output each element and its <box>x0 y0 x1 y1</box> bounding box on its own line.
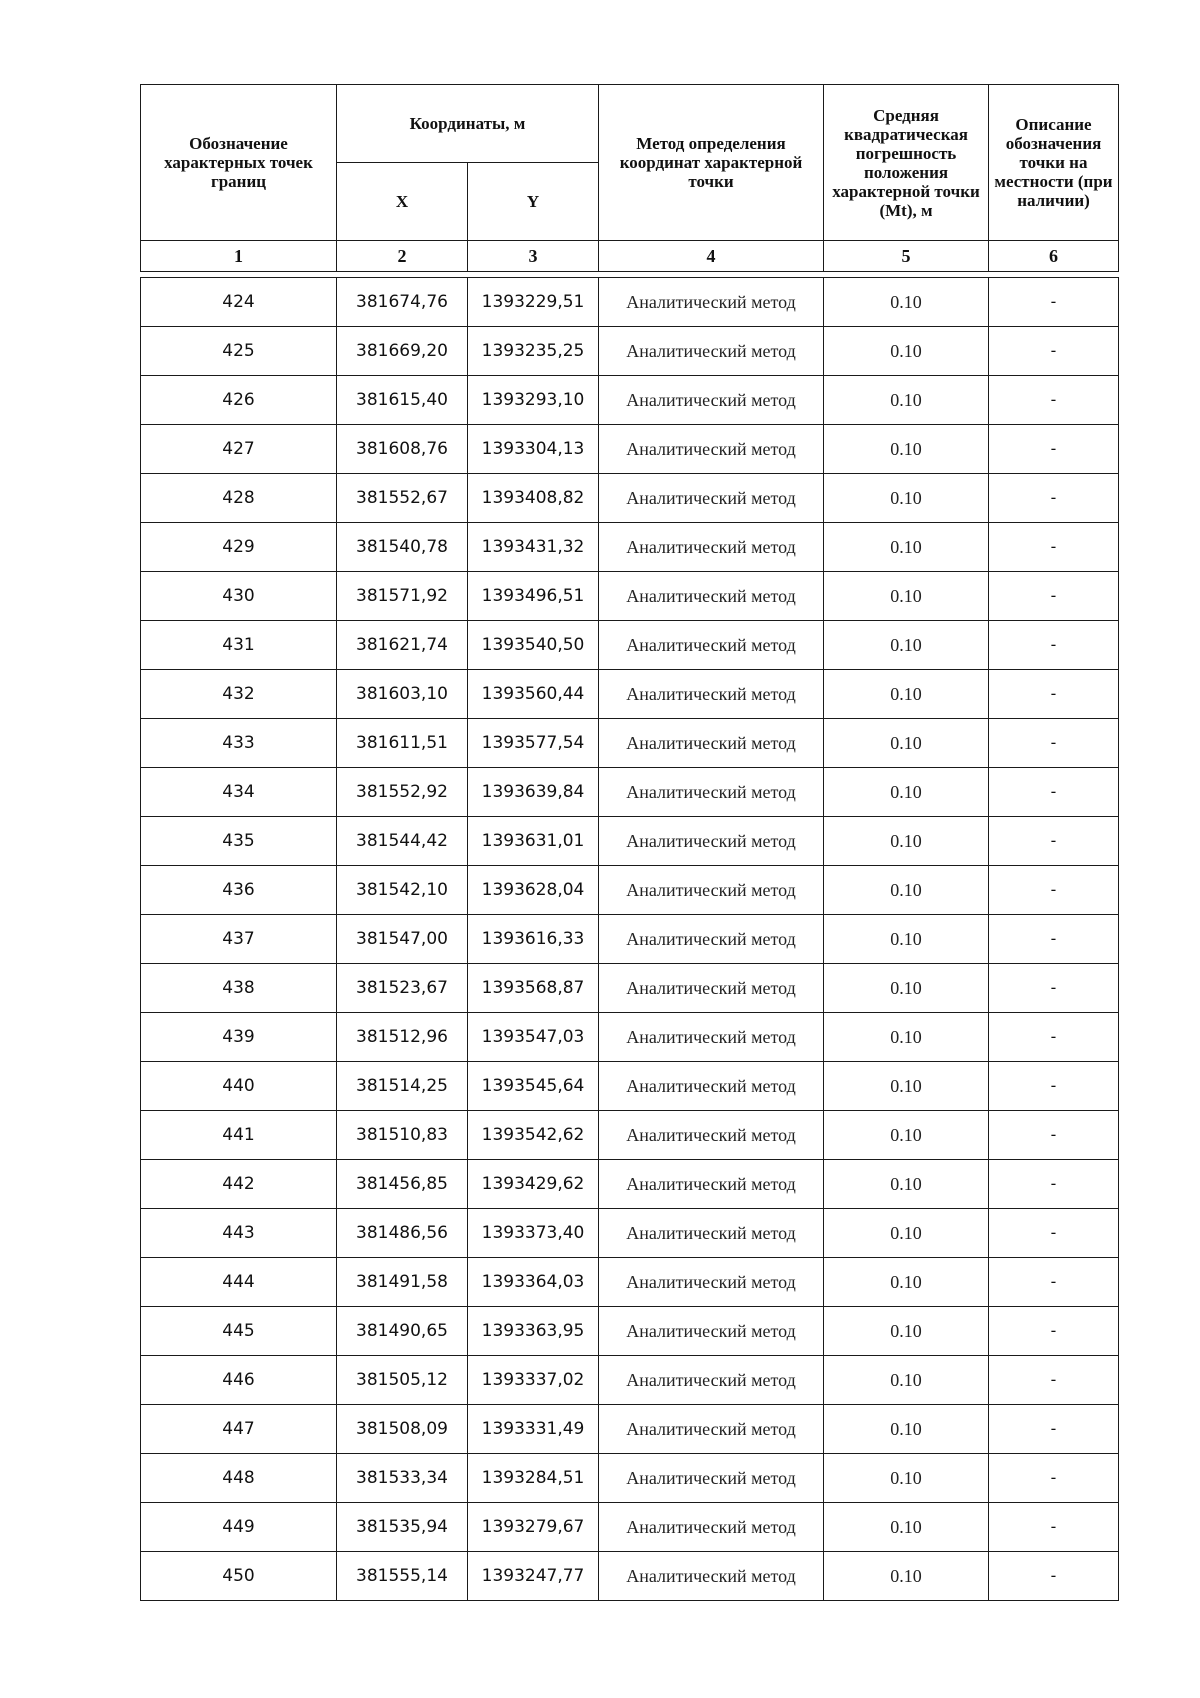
x-coordinate-cell: 381523,67 <box>337 964 468 1013</box>
point-id-cell: 438 <box>141 964 337 1013</box>
method-cell: Аналитический метод <box>599 1258 824 1307</box>
method-cell: Аналитический метод <box>599 572 824 621</box>
point-id-cell: 425 <box>141 327 337 376</box>
error-cell: 0.10 <box>824 1503 989 1552</box>
y-coordinate-cell: 1393628,04 <box>468 866 599 915</box>
table-row <box>141 670 1119 719</box>
description-cell: - <box>989 1062 1119 1111</box>
table-row <box>141 817 1119 866</box>
table-row <box>141 376 1119 425</box>
header-designation: Обозначение характерных точек границ <box>141 85 337 241</box>
x-coordinate-cell: 381533,34 <box>337 1454 468 1503</box>
y-coordinate-cell: 1393540,50 <box>468 621 599 670</box>
error-cell: 0.10 <box>824 523 989 572</box>
x-coordinate-cell: 381540,78 <box>337 523 468 572</box>
table-row <box>141 1258 1119 1307</box>
x-coordinate-cell: 381490,65 <box>337 1307 468 1356</box>
description-cell: - <box>989 1454 1119 1503</box>
table-row <box>141 719 1119 768</box>
x-coordinate-cell: 381552,67 <box>337 474 468 523</box>
y-coordinate-cell: 1393408,82 <box>468 474 599 523</box>
description-cell: - <box>989 1111 1119 1160</box>
y-coordinate-cell: 1393631,01 <box>468 817 599 866</box>
table-row <box>141 1209 1119 1258</box>
error-cell: 0.10 <box>824 1209 989 1258</box>
error-cell: 0.10 <box>824 1111 989 1160</box>
column-number: 2 <box>337 241 468 272</box>
table-row <box>141 278 1119 327</box>
description-cell: - <box>989 670 1119 719</box>
y-coordinate-cell: 1393337,02 <box>468 1356 599 1405</box>
table-row <box>141 474 1119 523</box>
error-cell: 0.10 <box>824 915 989 964</box>
x-coordinate-cell: 381491,58 <box>337 1258 468 1307</box>
description-cell: - <box>989 1013 1119 1062</box>
x-coordinate-cell: 381611,51 <box>337 719 468 768</box>
method-cell: Аналитический метод <box>599 1405 824 1454</box>
y-coordinate-cell: 1393560,44 <box>468 670 599 719</box>
point-id-cell: 441 <box>141 1111 337 1160</box>
error-cell: 0.10 <box>824 670 989 719</box>
x-coordinate-cell: 381615,40 <box>337 376 468 425</box>
method-cell: Аналитический метод <box>599 1552 824 1601</box>
table-row <box>141 327 1119 376</box>
description-cell: - <box>989 1160 1119 1209</box>
x-coordinate-cell: 381674,76 <box>337 278 468 327</box>
method-cell: Аналитический метод <box>599 866 824 915</box>
error-cell: 0.10 <box>824 1307 989 1356</box>
point-id-cell: 449 <box>141 1503 337 1552</box>
error-cell: 0.10 <box>824 376 989 425</box>
point-id-cell: 428 <box>141 474 337 523</box>
header-x: X <box>337 163 468 241</box>
error-cell: 0.10 <box>824 1258 989 1307</box>
error-cell: 0.10 <box>824 1356 989 1405</box>
y-coordinate-cell: 1393279,67 <box>468 1503 599 1552</box>
error-cell: 0.10 <box>824 866 989 915</box>
method-cell: Аналитический метод <box>599 621 824 670</box>
method-cell: Аналитический метод <box>599 915 824 964</box>
description-cell: - <box>989 1258 1119 1307</box>
table-row <box>141 1062 1119 1111</box>
method-cell: Аналитический метод <box>599 278 824 327</box>
x-coordinate-cell: 381535,94 <box>337 1503 468 1552</box>
point-id-cell: 440 <box>141 1062 337 1111</box>
x-coordinate-cell: 381512,96 <box>337 1013 468 1062</box>
method-cell: Аналитический метод <box>599 1111 824 1160</box>
x-coordinate-cell: 381456,85 <box>337 1160 468 1209</box>
y-coordinate-cell: 1393373,40 <box>468 1209 599 1258</box>
x-coordinate-cell: 381514,25 <box>337 1062 468 1111</box>
error-cell: 0.10 <box>824 1454 989 1503</box>
table-row <box>141 1454 1119 1503</box>
x-coordinate-cell: 381544,42 <box>337 817 468 866</box>
point-id-cell: 439 <box>141 1013 337 1062</box>
table-row <box>141 1552 1119 1601</box>
table-row <box>141 964 1119 1013</box>
error-cell: 0.10 <box>824 474 989 523</box>
description-cell: - <box>989 1503 1119 1552</box>
point-id-cell: 427 <box>141 425 337 474</box>
method-cell: Аналитический метод <box>599 1013 824 1062</box>
point-id-cell: 431 <box>141 621 337 670</box>
y-coordinate-cell: 1393547,03 <box>468 1013 599 1062</box>
x-coordinate-cell: 381508,09 <box>337 1405 468 1454</box>
y-coordinate-cell: 1393235,25 <box>468 327 599 376</box>
description-cell: - <box>989 915 1119 964</box>
x-coordinate-cell: 381555,14 <box>337 1552 468 1601</box>
x-coordinate-cell: 381608,76 <box>337 425 468 474</box>
description-cell: - <box>989 621 1119 670</box>
method-cell: Аналитический метод <box>599 670 824 719</box>
table-row <box>141 1405 1119 1454</box>
table-row <box>141 572 1119 621</box>
table-row <box>141 768 1119 817</box>
coordinates-table-body <box>140 277 1119 1601</box>
error-cell: 0.10 <box>824 572 989 621</box>
y-coordinate-cell: 1393331,49 <box>468 1405 599 1454</box>
point-id-cell: 445 <box>141 1307 337 1356</box>
x-coordinate-cell: 381669,20 <box>337 327 468 376</box>
error-cell: 0.10 <box>824 817 989 866</box>
point-id-cell: 426 <box>141 376 337 425</box>
method-cell: Аналитический метод <box>599 425 824 474</box>
y-coordinate-cell: 1393496,51 <box>468 572 599 621</box>
point-id-cell: 447 <box>141 1405 337 1454</box>
x-coordinate-cell: 381621,74 <box>337 621 468 670</box>
header-error: Средняя квадратическая погрешность положения характерной точки (Mt), м <box>824 85 989 241</box>
x-coordinate-cell: 381547,00 <box>337 915 468 964</box>
description-cell: - <box>989 1405 1119 1454</box>
x-coordinate-cell: 381542,10 <box>337 866 468 915</box>
method-cell: Аналитический метод <box>599 1062 824 1111</box>
method-cell: Аналитический метод <box>599 1209 824 1258</box>
method-cell: Аналитический метод <box>599 817 824 866</box>
description-cell: - <box>989 768 1119 817</box>
coordinates-table-header <box>140 84 1119 272</box>
point-id-cell: 433 <box>141 719 337 768</box>
y-coordinate-cell: 1393229,51 <box>468 278 599 327</box>
point-id-cell: 429 <box>141 523 337 572</box>
table-row <box>141 425 1119 474</box>
table-row <box>141 1307 1119 1356</box>
description-cell: - <box>989 474 1119 523</box>
point-id-cell: 443 <box>141 1209 337 1258</box>
column-number: 1 <box>141 241 337 272</box>
y-coordinate-cell: 1393293,10 <box>468 376 599 425</box>
x-coordinate-cell: 381571,92 <box>337 572 468 621</box>
point-id-cell: 442 <box>141 1160 337 1209</box>
point-id-cell: 436 <box>141 866 337 915</box>
table-row <box>141 1503 1119 1552</box>
table-row <box>141 621 1119 670</box>
error-cell: 0.10 <box>824 425 989 474</box>
method-cell: Аналитический метод <box>599 376 824 425</box>
description-cell: - <box>989 376 1119 425</box>
method-cell: Аналитический метод <box>599 768 824 817</box>
error-cell: 0.10 <box>824 1552 989 1601</box>
column-number: 6 <box>989 241 1119 272</box>
description-cell: - <box>989 964 1119 1013</box>
method-cell: Аналитический метод <box>599 719 824 768</box>
error-cell: 0.10 <box>824 964 989 1013</box>
error-cell: 0.10 <box>824 1062 989 1111</box>
method-cell: Аналитический метод <box>599 1307 824 1356</box>
method-cell: Аналитический метод <box>599 1454 824 1503</box>
point-id-cell: 448 <box>141 1454 337 1503</box>
table-row <box>141 915 1119 964</box>
error-cell: 0.10 <box>824 327 989 376</box>
x-coordinate-cell: 381510,83 <box>337 1111 468 1160</box>
description-cell: - <box>989 719 1119 768</box>
y-coordinate-cell: 1393284,51 <box>468 1454 599 1503</box>
column-number: 5 <box>824 241 989 272</box>
x-coordinate-cell: 381486,56 <box>337 1209 468 1258</box>
method-cell: Аналитический метод <box>599 1356 824 1405</box>
error-cell: 0.10 <box>824 621 989 670</box>
description-cell: - <box>989 327 1119 376</box>
x-coordinate-cell: 381603,10 <box>337 670 468 719</box>
error-cell: 0.10 <box>824 1405 989 1454</box>
description-cell: - <box>989 817 1119 866</box>
point-id-cell: 437 <box>141 915 337 964</box>
y-coordinate-cell: 1393616,33 <box>468 915 599 964</box>
method-cell: Аналитический метод <box>599 523 824 572</box>
point-id-cell: 434 <box>141 768 337 817</box>
table-row <box>141 1013 1119 1062</box>
y-coordinate-cell: 1393577,54 <box>468 719 599 768</box>
x-coordinate-cell: 381552,92 <box>337 768 468 817</box>
description-cell: - <box>989 1307 1119 1356</box>
method-cell: Аналитический метод <box>599 474 824 523</box>
y-coordinate-cell: 1393304,13 <box>468 425 599 474</box>
point-id-cell: 430 <box>141 572 337 621</box>
error-cell: 0.10 <box>824 1013 989 1062</box>
description-cell: - <box>989 278 1119 327</box>
column-number: 3 <box>468 241 599 272</box>
point-id-cell: 450 <box>141 1552 337 1601</box>
header-description: Описание обозначения точки на местности (при наличии) <box>989 85 1119 241</box>
table-row <box>141 1111 1119 1160</box>
description-cell: - <box>989 1552 1119 1601</box>
table-row <box>141 1160 1119 1209</box>
y-coordinate-cell: 1393568,87 <box>468 964 599 1013</box>
header-coordinates: Координаты, м <box>337 85 599 163</box>
description-cell: - <box>989 1209 1119 1258</box>
description-cell: - <box>989 523 1119 572</box>
error-cell: 0.10 <box>824 1160 989 1209</box>
method-cell: Аналитический метод <box>599 327 824 376</box>
y-coordinate-cell: 1393247,77 <box>468 1552 599 1601</box>
x-coordinate-cell: 381505,12 <box>337 1356 468 1405</box>
table-row <box>141 1356 1119 1405</box>
point-id-cell: 424 <box>141 278 337 327</box>
error-cell: 0.10 <box>824 768 989 817</box>
header-y: Y <box>468 163 599 241</box>
point-id-cell: 444 <box>141 1258 337 1307</box>
description-cell: - <box>989 425 1119 474</box>
y-coordinate-cell: 1393364,03 <box>468 1258 599 1307</box>
method-cell: Аналитический метод <box>599 964 824 1013</box>
y-coordinate-cell: 1393429,62 <box>468 1160 599 1209</box>
y-coordinate-cell: 1393363,95 <box>468 1307 599 1356</box>
y-coordinate-cell: 1393639,84 <box>468 768 599 817</box>
description-cell: - <box>989 572 1119 621</box>
method-cell: Аналитический метод <box>599 1160 824 1209</box>
method-cell: Аналитический метод <box>599 1503 824 1552</box>
point-id-cell: 432 <box>141 670 337 719</box>
point-id-cell: 446 <box>141 1356 337 1405</box>
y-coordinate-cell: 1393431,32 <box>468 523 599 572</box>
error-cell: 0.10 <box>824 719 989 768</box>
table-row <box>141 523 1119 572</box>
header-method: Метод определения координат характерной точки <box>599 85 824 241</box>
y-coordinate-cell: 1393545,64 <box>468 1062 599 1111</box>
error-cell: 0.10 <box>824 278 989 327</box>
point-id-cell: 435 <box>141 817 337 866</box>
description-cell: - <box>989 866 1119 915</box>
y-coordinate-cell: 1393542,62 <box>468 1111 599 1160</box>
table-row <box>141 866 1119 915</box>
description-cell: - <box>989 1356 1119 1405</box>
column-number: 4 <box>599 241 824 272</box>
